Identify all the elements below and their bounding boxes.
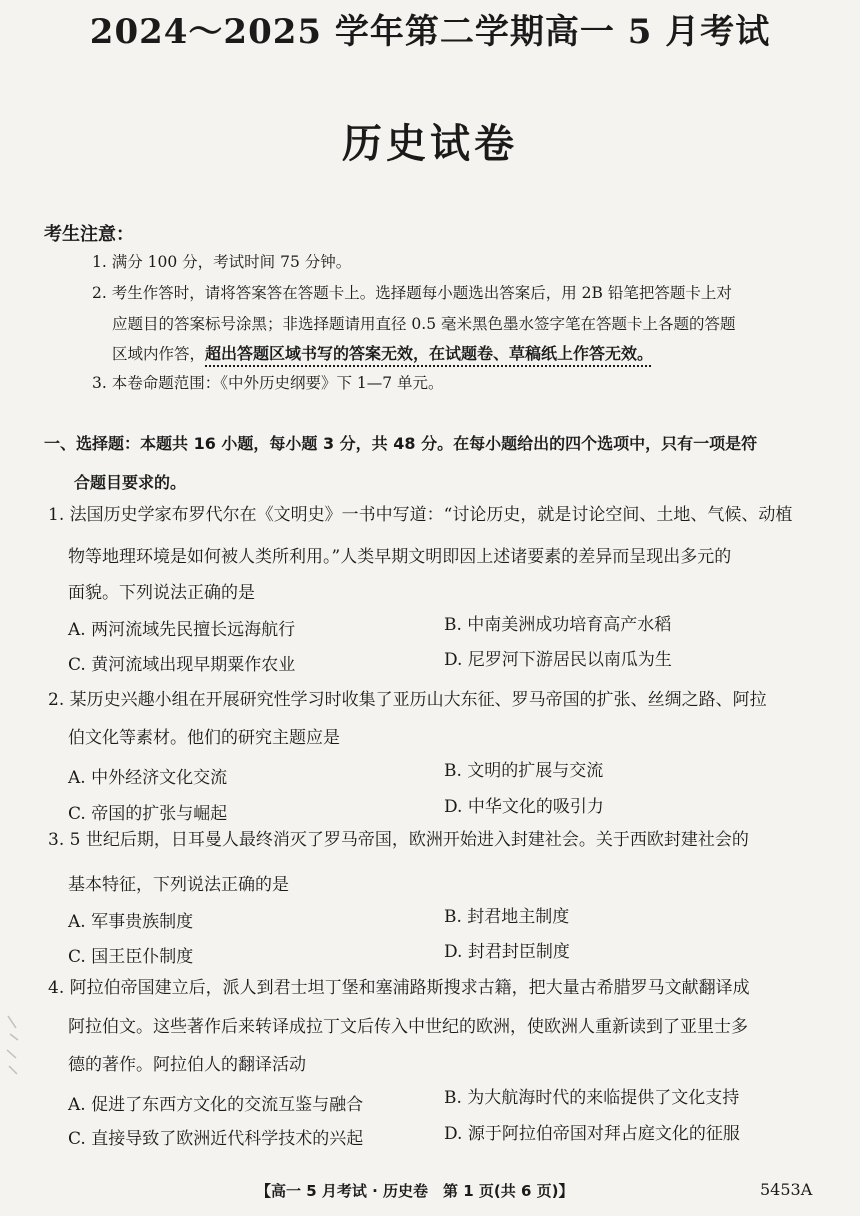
notice-item-2-prefix: 区域内作答，: [112, 345, 206, 363]
notice-item-2-line-1: 2. 考生作答时，请将答案答在答题卡上。选择题每小题选出答案后，用 2B 铅笔把答题卡上对: [92, 284, 732, 302]
notice-item-1: 1. 满分 100 分，考试时间 75 分钟。: [92, 253, 352, 271]
question-3-option-a: A. 军事贵族制度: [68, 912, 194, 932]
section-heading-line-1: 一、选择题：本题共 16 小题，每小题 3 分，共 48 分。在每小题给出的四个选项中，只有一项是符: [44, 434, 758, 453]
question-2-line-2: 伯文化等素材。他们的研究主题应是: [68, 728, 340, 748]
question-3-option-c: C. 国王臣仆制度: [68, 947, 194, 967]
question-2-option-a: A. 中外经济文化交流: [68, 768, 228, 788]
paper-code: 5453A: [760, 1180, 813, 1199]
section-heading: [44, 424, 824, 502]
notice-item-2-line-2: 应题目的答案标号涂黑；非选择题请用直径 0.5 毫米黑色墨水签字笔在答题卡上各题的答题: [112, 315, 736, 333]
question-3-line-2: 基本特征，下列说法正确的是: [68, 875, 289, 895]
question-1-option-a: A. 两河流域先民擅长远海航行: [68, 620, 296, 640]
question-2-option-b: B. 文明的扩展与交流: [444, 761, 604, 781]
notice-heading: 考生注意：: [44, 224, 134, 245]
question-4-line-3: 德的著作。阿拉伯人的翻译活动: [68, 1055, 306, 1075]
question-3-option-b: B. 封君地主制度: [444, 907, 570, 927]
question-4-option-d: D. 源于阿拉伯帝国对拜占庭文化的征服: [444, 1124, 740, 1144]
question-2-option-d: D. 中华文化的吸引力: [444, 797, 604, 817]
question-4-option-c: C. 直接导致了欧洲近代科学技术的兴起: [68, 1129, 364, 1149]
subject-title: 历史试卷: [342, 120, 518, 167]
question-2-option-c: C. 帝国的扩张与崛起: [68, 804, 228, 824]
notice-item-2-line-3: [112, 344, 653, 364]
question-4-option-b: B. 为大航海时代的来临提供了文化支持: [444, 1088, 740, 1108]
notice-emphasis: 超出答题区域书写的答案无效，在试题卷、草稿纸上作答无效。: [205, 344, 654, 363]
scan-edge-smudge: [4, 1010, 22, 1080]
page-footer: 【高一 5 月考试 · 历史卷 第 1 页(共 6 页)】: [256, 1182, 574, 1200]
section-heading-line-2: 合题目要求的。: [74, 473, 187, 492]
question-1-option-d: D. 尼罗河下游居民以南瓜为生: [444, 650, 672, 670]
question-1-option-b: B. 中南美洲成功培育高产水稻: [444, 615, 672, 635]
question-1-line-3: 面貌。下列说法正确的是: [68, 583, 255, 603]
question-3-option-d: D. 封君封臣制度: [444, 942, 570, 962]
question-1-line-2: 物等地理环境是如何被人类所利用。”人类早期文明即因上述诸要素的差异而呈现出多元的: [68, 547, 732, 567]
question-3-line-1: 3. 5 世纪后期，日耳曼人最终消灭了罗马帝国，欧洲开始进入封建社会。关于西欧封建社会的: [48, 830, 749, 850]
question-4-option-a: A. 促进了东西方文化的交流互鉴与融合: [68, 1095, 364, 1115]
smudge-graphic: [4, 1010, 22, 1080]
question-4-line-1: 4. 阿拉伯帝国建立后，派人到君士坦丁堡和塞浦路斯搜求古籍，把大量古希腊罗马文献翻译成: [48, 978, 750, 998]
exam-title: 2024～2025 学年第二学期高一 5 月考试: [89, 12, 771, 52]
notice-item-3: 3. 本卷命题范围：《中外历史纲要》下 1—7 单元。: [92, 374, 444, 392]
question-2-line-1: 2. 某历史兴趣小组在开展研究性学习时收集了亚历山大东征、罗马帝国的扩张、丝绸之路、阿拉: [48, 690, 767, 710]
question-4-line-2: 阿拉伯文。这些著作后来转译成拉丁文后传入中世纪的欧洲，使欧洲人重新读到了亚里士多: [68, 1017, 748, 1037]
question-1-line-1: 1. 法国历史学家布罗代尔在《文明史》一书中写道：“讨论历史，就是讨论空间、土地、气候、动植: [48, 505, 793, 525]
question-1-option-c: C. 黄河流域出现早期粟作农业: [68, 655, 296, 675]
